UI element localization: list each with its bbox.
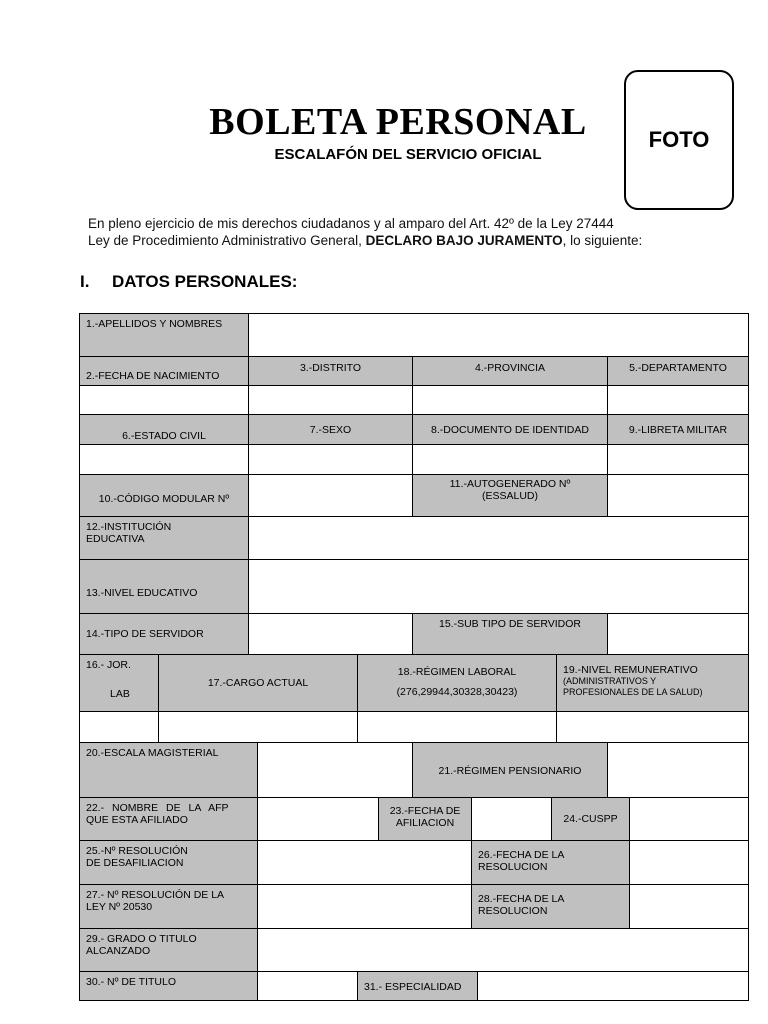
label-distrito: 3.-DISTRITO	[248, 356, 413, 386]
input-fecha-nacimiento[interactable]	[79, 385, 249, 415]
label-resolucion-desafiliacion: 25.-Nº RESOLUCIÓN DE DESAFILIACION	[79, 840, 258, 885]
form-subtitle: ESCALAFÓN DEL SERVICIO OFICIAL	[274, 146, 542, 163]
label-documento-identidad: 8.-DOCUMENTO DE IDENTIDAD	[412, 414, 608, 445]
input-jornada-laboral[interactable]	[79, 711, 159, 743]
input-nivel-educativo[interactable]	[248, 559, 749, 614]
label-numero-titulo: 30.- Nº DE TITULO	[79, 971, 258, 1001]
label-fecha-resolucion-26: 26.-FECHA DE LA RESOLUCION	[471, 840, 630, 885]
label-sub-tipo-servidor: 15.-SUB TIPO DE SERVIDOR	[412, 613, 608, 655]
section-heading	[80, 272, 297, 292]
label-codigo-modular: 10.-CÓDIGO MODULAR Nº	[79, 474, 249, 517]
section-number: I.	[80, 272, 90, 291]
input-fecha-resolucion-26[interactable]	[629, 840, 749, 885]
input-escala-magisterial[interactable]	[257, 742, 413, 798]
input-codigo-modular[interactable]	[248, 474, 413, 517]
photo-box[interactable]	[624, 70, 734, 210]
input-documento-identidad[interactable]	[412, 444, 608, 475]
input-resolucion-desafiliacion[interactable]	[257, 840, 472, 885]
input-distrito[interactable]	[248, 385, 413, 415]
input-numero-titulo[interactable]	[257, 971, 358, 1001]
label-escala-magisterial: 20.-ESCALA MAGISTERIAL	[79, 742, 258, 798]
label-tipo-servidor: 14.-TIPO DE SERVIDOR	[79, 613, 249, 655]
label-nombre-afp: 22.- NOMBRE DE LA AFP QUE ESTA AFILIADO	[79, 797, 258, 841]
label-provincia: 4.-PROVINCIA	[412, 356, 608, 386]
input-provincia[interactable]	[412, 385, 608, 415]
label-jornada-laboral: 16.- JOR. LAB	[79, 654, 159, 712]
input-fecha-resolucion-28[interactable]	[629, 884, 749, 929]
declaration-bold: DECLARO BAJO JURAMENTO	[365, 233, 563, 248]
label-grado-titulo: 29.- GRADO O TITULO ALCANZADO	[79, 928, 258, 972]
input-cargo-actual[interactable]	[158, 711, 358, 743]
input-fecha-afiliacion[interactable]	[471, 797, 552, 841]
input-regimen-pensionario[interactable]	[607, 742, 749, 798]
label-nivel-remunerativo: 19.-NIVEL REMUNERATIVO (ADMINISTRATIVOS Y PROFESIONALES DE LA SALUD)	[556, 654, 749, 712]
label-resolucion-ley-20530: 27.- Nº RESOLUCIÓN DE LA LEY Nº 20530	[79, 884, 258, 929]
input-libreta-militar[interactable]	[607, 444, 749, 475]
label-departamento: 5.-DEPARTAMENTO	[607, 356, 749, 386]
label-nivel-educativo: 13.-NIVEL EDUCATIVO	[79, 559, 249, 614]
input-regimen-laboral[interactable]	[357, 711, 557, 743]
label-fecha-resolucion-28: 28.-FECHA DE LA RESOLUCION	[471, 884, 630, 929]
input-estado-civil[interactable]	[79, 444, 249, 475]
photo-label: FOTO	[648, 127, 710, 152]
input-apellidos-nombres[interactable]	[248, 313, 749, 357]
input-especialidad[interactable]	[477, 971, 749, 1001]
input-departamento[interactable]	[607, 385, 749, 415]
label-fecha-afiliacion: 23.-FECHA DE AFILIACION	[378, 797, 472, 841]
label-fecha-nacimiento: 2.-FECHA DE NACIMIENTO	[79, 356, 249, 386]
form-title: BOLETA PERSONAL	[209, 101, 587, 143]
label-autogenerado: 11.-AUTOGENERADO Nº (ESSALUD)	[412, 474, 608, 517]
input-nombre-afp[interactable]	[257, 797, 379, 841]
label-estado-civil: 6.-ESTADO CIVIL	[79, 414, 249, 445]
label-institucion-educativa: 12.-INSTITUCIÓN EDUCATIVA	[79, 516, 249, 560]
declaration-text	[88, 215, 642, 249]
label-cuspp: 24.-CUSPP	[551, 797, 630, 841]
label-especialidad: 31.- ESPECIALIDAD	[357, 971, 478, 1001]
label-cargo-actual: 17.-CARGO ACTUAL	[158, 654, 358, 712]
input-institucion-educativa[interactable]	[248, 516, 749, 560]
input-sexo[interactable]	[248, 444, 413, 475]
declaration-line-1: En pleno ejercicio de mis derechos ciudadanos y al amparo del Art. 42º de la Ley 27444	[88, 216, 614, 231]
input-autogenerado[interactable]	[607, 474, 749, 517]
label-regimen-pensionario: 21.-RÉGIMEN PENSIONARIO	[412, 742, 608, 798]
section-title: DATOS PERSONALES:	[112, 272, 298, 291]
label-apellidos-nombres: 1.-APELLIDOS Y NOMBRES	[79, 313, 249, 357]
label-libreta-militar: 9.-LIBRETA MILITAR	[607, 414, 749, 445]
input-sub-tipo-servidor[interactable]	[607, 613, 749, 655]
declaration-line-2: Ley de Procedimiento Administrativo General, DECLARO BAJO JURAMENTO, lo siguiente:	[88, 233, 643, 248]
input-tipo-servidor[interactable]	[248, 613, 413, 655]
input-nivel-remunerativo[interactable]	[556, 711, 749, 743]
label-sexo: 7.-SEXO	[248, 414, 413, 445]
input-resolucion-ley-20530[interactable]	[257, 884, 472, 929]
input-grado-titulo[interactable]	[257, 928, 749, 972]
input-cuspp[interactable]	[629, 797, 749, 841]
label-regimen-laboral: 18.-RÉGIMEN LABORAL (276,29944,30328,30423)	[357, 654, 557, 712]
